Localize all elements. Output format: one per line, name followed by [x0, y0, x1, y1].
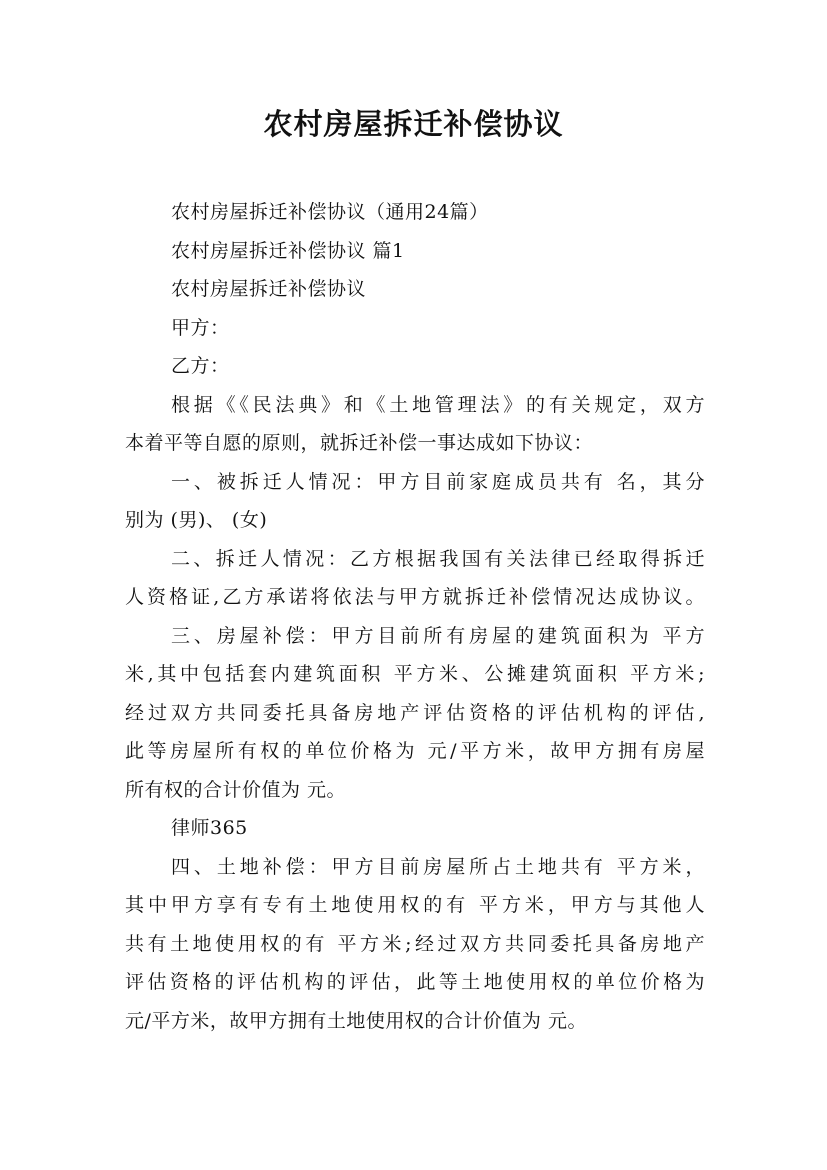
document-title: 农村房屋拆迁补偿协议: [263, 107, 564, 141]
paragraph-line: 其中甲方享有专有土地使用权的有 平方米，甲方与其他人: [125, 894, 705, 916]
paragraph-line: 一、被拆迁人情况：甲方目前家庭成员共有 名，其分: [171, 470, 705, 493]
paragraph-line: 三、房屋补偿：甲方目前所有房屋的建筑面积为 平方: [171, 624, 705, 647]
lawyer-note: 律师365: [171, 817, 248, 839]
paragraph-line: 评估资格的评估机构的评估，此等土地使用权的单位价格为: [125, 971, 705, 993]
paragraph-line: 人资格证,乙方承诺将依法与甲方就拆迁补偿情况达成协议。: [125, 586, 705, 608]
document-body: [125, 193, 705, 1040]
party-a-line: 甲方：: [171, 316, 230, 339]
section-heading: 农村房屋拆迁补偿协议 篇1: [171, 239, 405, 262]
paragraph-line: 本着平等自愿的原则，就拆迁补偿一事达成如下协议：: [125, 432, 594, 454]
paragraph-line: 二、拆迁人情况：乙方根据我国有关法律已经取得拆迁: [171, 547, 705, 570]
paragraph-line: 四、土地补偿：甲方目前房屋所占土地共有 平方米，: [171, 855, 705, 878]
party-b-line: 乙方：: [171, 355, 230, 377]
agreement-name: 农村房屋拆迁补偿协议: [171, 278, 367, 300]
paragraph-line: 此等房屋所有权的单位价格为 元/平方米，故甲方拥有房屋: [125, 740, 705, 762]
paragraph-line: 根据《《民法典》和《土地管理法》的有关规定，双方: [171, 393, 705, 416]
paragraph-line: 经过双方共同委托具备房地产评估资格的评估机构的评估,: [125, 701, 705, 724]
paragraph-line: 别为 (男)、 (女): [125, 509, 268, 531]
paragraph-line: 共有土地使用权的有 平方米;经过双方共同委托具备房地产: [125, 932, 705, 955]
paragraph-line: 米,其中包括套内建筑面积 平方米、公摊建筑面积 平方米;: [125, 663, 705, 685]
paragraph-line: 元/平方米，故甲方拥有土地使用权的合计价值为 元。: [125, 1009, 587, 1032]
subtitle-line: 农村房屋拆迁补偿协议（通用24篇）: [171, 201, 489, 223]
paragraph-line: 所有权的合计价值为 元。: [125, 778, 347, 801]
